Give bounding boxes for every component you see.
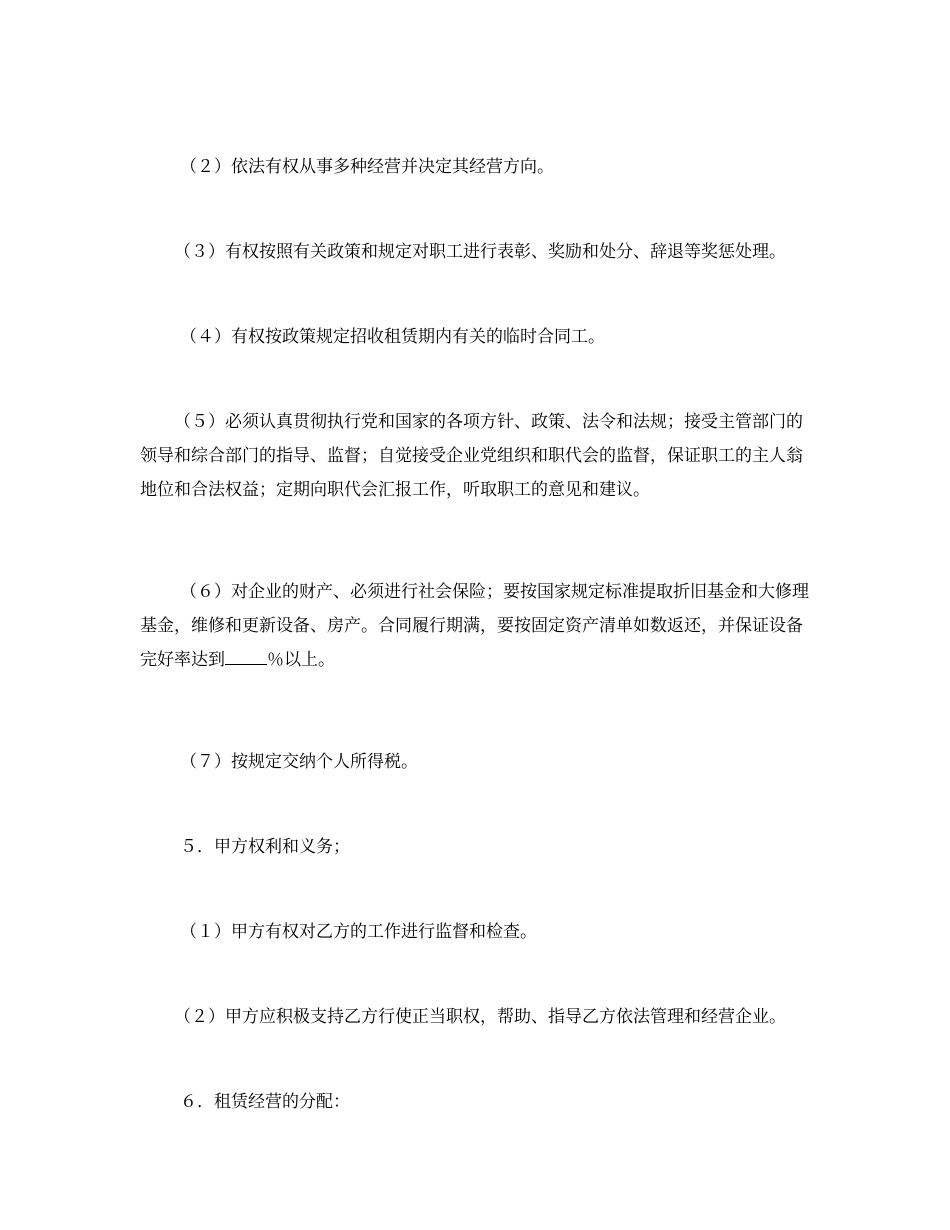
section-heading-5: ５．甲方权利和义务； xyxy=(180,837,350,857)
paragraph-obligations-5: （５）必须认真贯彻执行党和国家的各项方针、政策、法令和法规；接受主管部门的领导和综合部门的指导、监督；自觉接受企业党组织和职代会的监督，保证职工的主人翁地位和合法权益；定期向职代会汇报工作，听取职工的意见和建议。 xyxy=(140,412,803,500)
paragraph-obligations-7: （７）按规定交纳个人所得税。 xyxy=(180,752,418,772)
section-heading-6: ６．租赁经营的分配： xyxy=(180,1092,350,1112)
paragraph-obligations-6-suffix: ％以上。 xyxy=(267,650,335,670)
paragraph-party-a-1: （１）甲方有权对乙方的工作进行监督和检查。 xyxy=(180,922,537,942)
fill-in-blank xyxy=(225,650,267,665)
paragraph-rights-3: （３）有权按照有关政策和规定对职工进行表彰、奖励和处分、辞退等奖惩处理。 xyxy=(174,242,786,262)
paragraph-party-a-2: （２）甲方应积极支持乙方行使正当职权，帮助、指导乙方依法管理和经营企业。 xyxy=(174,1007,786,1027)
paragraph-rights-4: （４）有权按政策规定招收租赁期内有关的临时合同工。 xyxy=(180,327,605,347)
paragraph-rights-2: （２）依法有权从事多种经营并决定其经营方向。 xyxy=(180,157,554,177)
paragraph-obligations-6-text: （６）对企业的财产、必须进行社会保险；要按国家规定标准提取折旧基金和大修理基金，维修和更新设备、房产。合同履行期满，要按固定资产清单如数返还，并保证设备完好率达到 xyxy=(140,582,809,670)
paragraph-obligations-6 xyxy=(140,575,815,677)
